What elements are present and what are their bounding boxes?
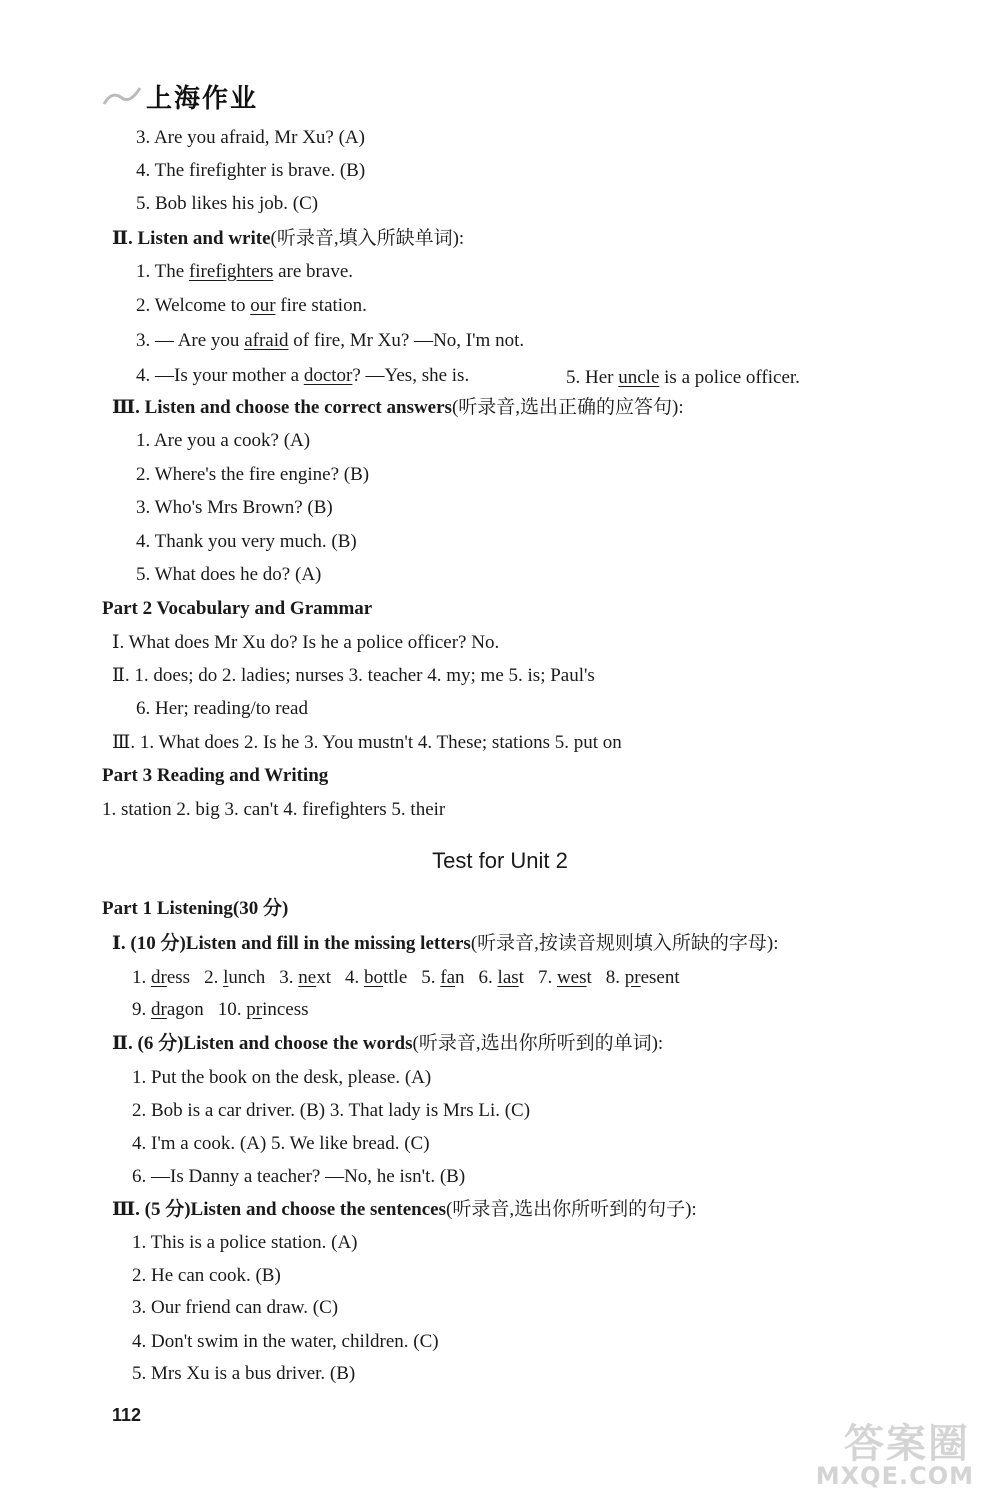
answer-line: 6. Her; reading/to read bbox=[136, 698, 308, 719]
list-item: 4. Don't swim in the water, children. (C) bbox=[132, 1331, 439, 1352]
fill-answer bbox=[345, 967, 407, 988]
word-rest: agon bbox=[166, 999, 204, 1020]
section-heading bbox=[112, 1198, 697, 1222]
item-number: 1. bbox=[132, 967, 151, 988]
heading-cn: (听录音,选出你所听到的单词): bbox=[412, 1033, 664, 1054]
item-number: 7. bbox=[537, 967, 557, 988]
word-rest: n bbox=[455, 967, 465, 988]
part-heading: Part 3 Reading and Writing bbox=[102, 765, 329, 786]
page-title: Test for Unit 2 bbox=[432, 848, 568, 873]
answer-word: firefighters bbox=[188, 261, 274, 282]
watermark-text: 答案圈 bbox=[844, 1421, 970, 1467]
fill-answer bbox=[421, 967, 464, 988]
item-number: 3. bbox=[279, 967, 299, 988]
answer-row bbox=[132, 966, 680, 990]
list-item bbox=[136, 260, 353, 284]
answer-line: 1. station 2. big 3. can't 4. firefighters 5. their bbox=[102, 799, 446, 820]
word-rest: t bbox=[586, 967, 592, 988]
section-heading bbox=[112, 932, 779, 956]
list-item: 5. Mrs Xu is a bus driver. (B) bbox=[132, 1363, 356, 1384]
answer-line: Ⅲ. 1. What does 2. Is he 3. You mustn't 4. These; stations 5. put on bbox=[112, 732, 622, 753]
text-part: 2. Welcome to bbox=[136, 295, 251, 316]
section-heading bbox=[112, 227, 464, 251]
item-number: 8. bbox=[605, 967, 625, 988]
filled-letters: pr bbox=[624, 967, 641, 988]
text-part: is a police officer. bbox=[659, 367, 800, 388]
heading-cn: (听录音,选出你所听到的句子): bbox=[446, 1199, 697, 1220]
item-number: 5. bbox=[421, 967, 441, 988]
list-item: 3. Our friend can draw. (C) bbox=[132, 1297, 339, 1318]
text-part: ? —Yes, she is. bbox=[352, 365, 470, 386]
list-item: 4. Thank you very much. (B) bbox=[136, 531, 357, 552]
filled-letters: dr bbox=[151, 999, 167, 1020]
fill-answer bbox=[204, 967, 265, 988]
list-item: 3. Who's Mrs Brown? (B) bbox=[136, 497, 333, 518]
list-item: 1. This is a police station. (A) bbox=[132, 1232, 358, 1253]
word-rest: ess bbox=[166, 967, 191, 988]
filled-letters: l bbox=[223, 967, 229, 988]
list-item bbox=[136, 329, 524, 353]
text-part: 3. — Are you bbox=[136, 330, 245, 351]
answer-row bbox=[132, 998, 309, 1022]
list-item bbox=[136, 294, 367, 318]
list-item: 4. The firefighter is brave. (B) bbox=[136, 160, 366, 181]
header-logo bbox=[102, 78, 322, 112]
word-rest: esent bbox=[640, 967, 680, 988]
list-item: 6. —Is Danny a teacher? —No, he isn't. (B) bbox=[132, 1166, 466, 1187]
watermark-url: MXQE.COM bbox=[815, 1462, 974, 1490]
answer-line: Ⅱ. 1. does; do 2. ladies; nurses 3. teacher 4. my; me 5. is; Paul's bbox=[112, 665, 595, 686]
item-number: 10. bbox=[217, 999, 247, 1020]
word-rest: incess bbox=[262, 999, 309, 1020]
filled-letters: wes bbox=[556, 967, 587, 988]
text-part: of fire, Mr Xu? —No, I'm not. bbox=[288, 330, 525, 351]
heading-cn: (听录音,选出正确的应答句): bbox=[451, 397, 684, 418]
filled-letters: ne bbox=[298, 967, 317, 988]
word-rest: t bbox=[518, 967, 524, 988]
word-rest: ttle bbox=[383, 967, 408, 988]
heading-en: Ⅱ. (6 分)Listen and choose the words bbox=[112, 1033, 413, 1054]
list-item: 4. I'm a cook. (A) 5. We like bread. (C) bbox=[132, 1133, 430, 1154]
answer-word: uncle bbox=[618, 367, 660, 388]
section-heading bbox=[112, 1032, 663, 1056]
list-item bbox=[136, 364, 469, 388]
fill-answer bbox=[479, 967, 524, 988]
heading-en: Ⅲ. (5 分)Listen and choose the sentences bbox=[112, 1199, 446, 1220]
fill-answer bbox=[218, 999, 309, 1020]
fill-answer bbox=[132, 999, 204, 1020]
fill-answer bbox=[606, 967, 680, 988]
item-number: 9. bbox=[132, 999, 151, 1020]
filled-letters: dr bbox=[151, 967, 167, 988]
heading-en: Ⅲ. Listen and choose the correct answers bbox=[112, 397, 452, 418]
word-rest: xt bbox=[316, 967, 331, 988]
fill-answer bbox=[279, 967, 331, 988]
heading-en: Ⅰ. (10 分)Listen and fill in the missing letters bbox=[112, 933, 471, 954]
heading-cn: (听录音,按读音规则填入所缺的字母): bbox=[470, 933, 779, 954]
list-item: 2. Bob is a car driver. (B) 3. That lady is Mrs Li. (C) bbox=[132, 1100, 531, 1121]
answer-word: afraid bbox=[244, 330, 289, 351]
list-item: 1. Are you a cook? (A) bbox=[136, 430, 311, 451]
filled-letters: bo bbox=[364, 967, 383, 988]
filled-letters: las bbox=[497, 967, 519, 988]
part-heading: Part 2 Vocabulary and Grammar bbox=[102, 598, 373, 619]
list-item: 5. Bob likes his job. (C) bbox=[136, 193, 319, 214]
text-part: fire station. bbox=[275, 295, 367, 316]
section-heading bbox=[112, 396, 684, 420]
word-rest: unch bbox=[228, 967, 266, 988]
page-number: 112 bbox=[112, 1405, 142, 1425]
filled-letters: pr bbox=[246, 999, 263, 1020]
filled-letters: fa bbox=[440, 967, 456, 988]
answer-word: our bbox=[250, 295, 276, 316]
text-part: are brave. bbox=[273, 261, 353, 282]
list-item: 2. He can cook. (B) bbox=[132, 1265, 281, 1286]
watermark bbox=[790, 1412, 980, 1492]
logo-text: 上海作业 bbox=[146, 84, 259, 114]
heading-en: Ⅱ. Listen and write bbox=[112, 228, 271, 249]
fill-answer bbox=[538, 967, 592, 988]
text-part: 4. —Is your mother a bbox=[136, 365, 304, 386]
fill-answer bbox=[132, 967, 190, 988]
item-number: 2. bbox=[204, 967, 224, 988]
item-number: 4. bbox=[345, 967, 364, 988]
part-heading: Part 1 Listening(30 分) bbox=[102, 898, 289, 919]
list-item: 1. Put the book on the desk, please. (A) bbox=[132, 1067, 432, 1088]
list-item bbox=[566, 366, 800, 390]
item-number: 6. bbox=[478, 967, 498, 988]
text-part: 1. The bbox=[136, 261, 189, 282]
list-item: 3. Are you afraid, Mr Xu? (A) bbox=[136, 127, 365, 148]
answer-word: doctor bbox=[303, 365, 353, 386]
list-item: 2. Where's the fire engine? (B) bbox=[136, 464, 370, 485]
heading-cn: (听录音,填入所缺单词): bbox=[270, 228, 465, 249]
list-item: 5. What does he do? (A) bbox=[136, 564, 322, 585]
text-part: 5. Her bbox=[566, 367, 619, 388]
answer-line: Ⅰ. What does Mr Xu do? Is he a police officer? No. bbox=[112, 632, 500, 653]
pencil-icon bbox=[102, 80, 142, 110]
